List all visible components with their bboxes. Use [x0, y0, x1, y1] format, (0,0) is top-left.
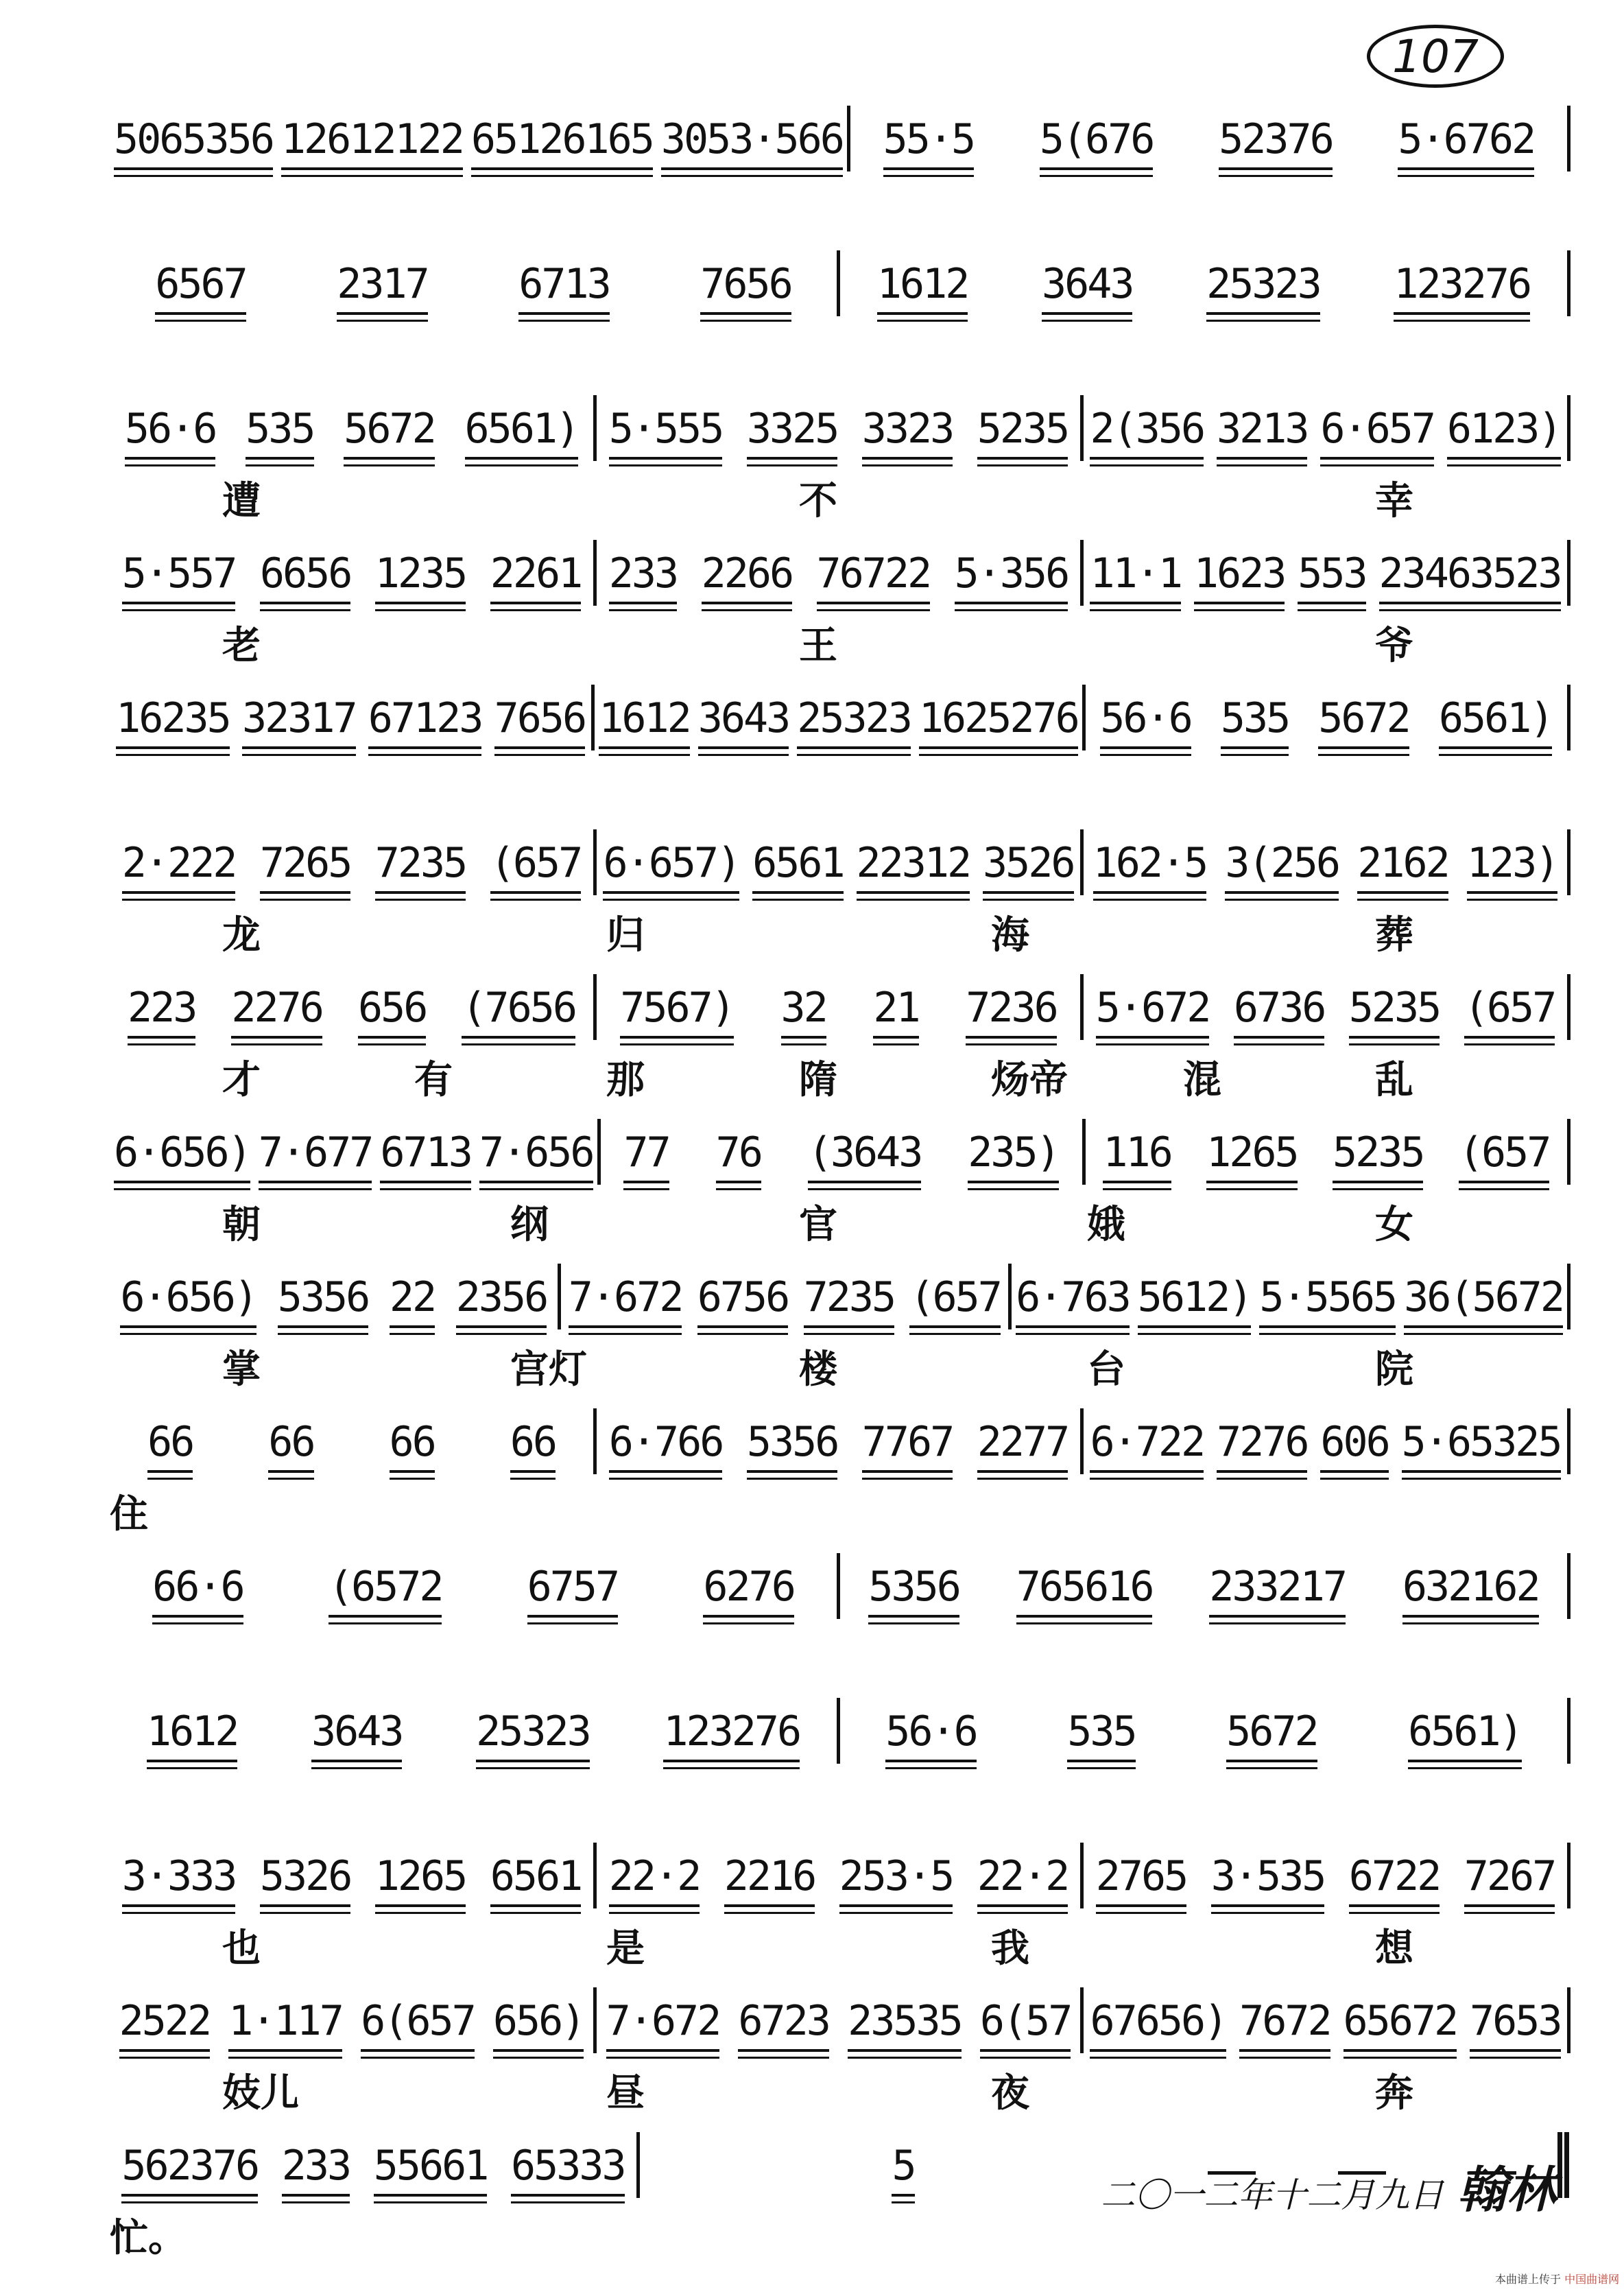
- measure: [561, 1261, 1009, 1329]
- notation-line: [110, 682, 1571, 750]
- note-group: 5(676: [1036, 115, 1158, 172]
- note-group: 1612: [873, 260, 972, 316]
- signature-name: 翰林: [1457, 2160, 1557, 2219]
- note-group: 3643: [1038, 260, 1137, 316]
- page-number: 107: [1367, 25, 1504, 88]
- note-group: 2276: [227, 984, 326, 1040]
- note-group: 67123: [364, 694, 486, 750]
- note-group: 5672: [1222, 1707, 1322, 1764]
- note-group: 25323: [1202, 260, 1324, 316]
- measure: [597, 392, 1080, 461]
- measure: [597, 1840, 1080, 1908]
- note-group: 7·677: [254, 1128, 377, 1185]
- note-group: 7·656: [475, 1128, 597, 1185]
- staff-row: [110, 1261, 1571, 1392]
- notation-line: [110, 103, 1571, 172]
- note-group: 6713: [514, 260, 614, 316]
- barline: [1567, 685, 1571, 750]
- staff-row: [110, 971, 1571, 1102]
- note-group: 1623: [1190, 549, 1289, 606]
- measure: [110, 1261, 558, 1329]
- note-group: 2266: [697, 549, 797, 606]
- note-group: 6·763: [1012, 1273, 1134, 1329]
- measure: [640, 2129, 1167, 2198]
- note-group: 6713: [376, 1128, 475, 1185]
- lyrics-line: [110, 1484, 1571, 1537]
- lyric: 朝: [222, 1202, 261, 1247]
- note-group: 233: [605, 549, 681, 606]
- note-group: 5·557: [118, 549, 240, 606]
- barline: [1567, 540, 1571, 606]
- note-group: 6722: [1345, 1852, 1444, 1908]
- note-group: 553: [1293, 549, 1370, 606]
- lyric: 宫灯: [510, 1347, 587, 1392]
- lyrics-line: [110, 181, 1571, 229]
- signature-date: 二〇一二年十二月九日: [1101, 2175, 1444, 2215]
- measure: [110, 392, 593, 461]
- note-group: (657: [905, 1273, 1005, 1329]
- lyric: 台: [1087, 1347, 1125, 1392]
- note-group: 6723: [734, 1997, 833, 2053]
- note-group: 535: [1063, 1707, 1139, 1764]
- measure: [840, 248, 1567, 316]
- note-group: 1265: [371, 1852, 470, 1908]
- measure: [597, 537, 1080, 606]
- measure: [597, 827, 1080, 895]
- measure: [110, 1695, 837, 1764]
- lyric: 是: [606, 1926, 645, 1971]
- measure: [597, 1985, 1080, 2053]
- notation-line: [110, 1116, 1571, 1185]
- note-group: 6757: [523, 1563, 623, 1619]
- note-group: 6561): [1404, 1707, 1526, 1764]
- note-group: 123): [1463, 839, 1562, 895]
- lyric: 院: [1375, 1347, 1413, 1392]
- note-group: 7235: [800, 1273, 899, 1329]
- note-group: 656): [489, 1997, 588, 2053]
- notation-line: [110, 1406, 1571, 1474]
- measure: [110, 1985, 593, 2053]
- note-group: 25323: [472, 1707, 594, 1764]
- note-group: 6756: [693, 1273, 793, 1329]
- staff-row: [110, 537, 1571, 668]
- note-group: 5235: [1345, 984, 1444, 1040]
- note-group: 3213: [1213, 405, 1312, 461]
- lyric: 忙。: [110, 2215, 187, 2260]
- note-group: 123276: [1389, 260, 1534, 316]
- lyric: 楼: [799, 1347, 837, 1392]
- measure: [110, 1116, 597, 1185]
- note-group: 223: [123, 984, 200, 1040]
- note-group: 253·5: [835, 1852, 957, 1908]
- measure: [1084, 537, 1567, 606]
- lyric: 女: [1375, 1202, 1413, 1247]
- measure: [840, 1695, 1567, 1764]
- measure: [1086, 1116, 1567, 1185]
- lyric: 想: [1375, 1926, 1413, 1971]
- note-group: 66·6: [148, 1563, 248, 1619]
- measure: [1086, 682, 1567, 750]
- note-group: 22·2: [605, 1852, 704, 1908]
- footer-site: 中国曲谱网: [1564, 2273, 1620, 2286]
- note-group: 6·656): [110, 1128, 254, 1185]
- measure: [1012, 1261, 1567, 1329]
- measure: [850, 103, 1567, 172]
- measure: [110, 2129, 636, 2198]
- note-group: 25323: [793, 694, 915, 750]
- measure: [840, 1550, 1567, 1619]
- note-group: 5235: [973, 405, 1073, 461]
- note-group: 6561): [1435, 694, 1557, 750]
- note-group: 5·672: [1092, 984, 1214, 1040]
- staff-row: [110, 1550, 1571, 1677]
- note-group: 6123): [1443, 405, 1565, 461]
- lyrics-line: [110, 615, 1571, 668]
- lyric: 海: [991, 912, 1029, 958]
- staff-row: [110, 1406, 1571, 1537]
- barline: [1567, 1119, 1571, 1185]
- note-group: 66: [385, 1418, 439, 1474]
- lyric: 老: [222, 623, 261, 668]
- note-group: 162·5: [1089, 839, 1211, 895]
- lyric: 遭: [222, 478, 261, 523]
- note-group: (657: [1460, 984, 1560, 1040]
- note-group: 606: [1316, 1418, 1392, 1474]
- note-group: 1265: [1202, 1128, 1302, 1185]
- note-group: 2356: [452, 1273, 551, 1329]
- note-group: 2(356: [1086, 405, 1208, 461]
- measure: [110, 1840, 593, 1908]
- note-group: 65672: [1339, 1997, 1461, 2053]
- note-group: 6·657: [1316, 405, 1438, 461]
- note-group: 7235: [371, 839, 470, 895]
- note-group: 2522: [115, 1997, 215, 2053]
- note-group: 67656): [1086, 1997, 1230, 2053]
- lyric: 夜: [991, 2070, 1029, 2116]
- barline: [1567, 974, 1571, 1040]
- note-group: 1625276: [915, 694, 1082, 750]
- note-group: 32317: [238, 694, 360, 750]
- note-group: 5326: [256, 1852, 355, 1908]
- lyric: 归: [606, 912, 645, 958]
- lyrics-line: [110, 1773, 1571, 1821]
- measure: [110, 1406, 593, 1474]
- note-group: (3643: [804, 1128, 926, 1185]
- final-barline: [1557, 2132, 1562, 2198]
- note-group: 123276: [659, 1707, 804, 1764]
- lyric: 掌: [222, 1347, 261, 1392]
- note-group: 55661: [370, 2142, 492, 2198]
- note-group: 22312: [852, 839, 975, 895]
- note-group: 7656: [696, 260, 796, 316]
- barline: [1567, 829, 1571, 895]
- measure: [595, 682, 1082, 750]
- note-group: 233: [278, 2142, 354, 2198]
- notation-line: [110, 971, 1571, 1040]
- lyric: 那: [606, 1057, 645, 1102]
- note-group: 6561): [461, 405, 583, 461]
- staff-row: [110, 1695, 1571, 1821]
- lyric: 才: [222, 1057, 261, 1102]
- note-group: 5·356: [951, 549, 1073, 606]
- note-group: 6736: [1230, 984, 1329, 1040]
- note-group: 2261: [486, 549, 586, 606]
- note-group: 65333: [507, 2142, 629, 2198]
- note-group: 7236: [962, 984, 1061, 1040]
- lyric: 炀帝: [991, 1057, 1068, 1102]
- note-group: 5356: [274, 1273, 373, 1329]
- note-group: (657: [1455, 1128, 1554, 1185]
- lyric: 官: [799, 1202, 837, 1247]
- note-group: 3526: [979, 839, 1078, 895]
- staff-row: [110, 682, 1571, 808]
- note-group: 535: [1217, 694, 1293, 750]
- note-group: 6·656): [116, 1273, 261, 1329]
- lyrics-line: [110, 1339, 1571, 1392]
- measure: [1084, 1985, 1567, 2053]
- note-group: 52376: [1215, 115, 1337, 172]
- note-group: 32: [777, 984, 831, 1040]
- note-group: 2216: [720, 1852, 820, 1908]
- note-group: 3323: [858, 405, 957, 461]
- note-group: 5356: [743, 1418, 842, 1474]
- note-group: 5235: [1328, 1128, 1428, 1185]
- note-group: 2·222: [118, 839, 240, 895]
- notation-line: [110, 1840, 1571, 1908]
- note-group: 235): [964, 1128, 1063, 1185]
- note-group: 65126165: [467, 115, 657, 172]
- barline: [1567, 250, 1571, 316]
- staff-row: [110, 1840, 1571, 1971]
- staff-row: [110, 103, 1571, 229]
- note-group: 23535: [844, 1997, 966, 2053]
- lyrics-line: [110, 326, 1571, 374]
- note-group: 6·657): [599, 839, 743, 895]
- note-group: 5065356: [110, 115, 277, 172]
- lyric: 葬: [1375, 912, 1413, 958]
- measure: [1084, 971, 1567, 1040]
- lyrics-line: [110, 1918, 1571, 1971]
- lyric: 龙: [222, 912, 261, 958]
- notation-line: [110, 1261, 1571, 1329]
- note-group: 3053·566: [657, 115, 847, 172]
- note-group: 5: [887, 2142, 918, 2198]
- lyrics-line: [110, 1629, 1571, 1677]
- note-group: 21: [869, 984, 922, 1040]
- measure: [1084, 827, 1567, 895]
- lyrics-line: [110, 905, 1571, 958]
- note-group: 5612): [1134, 1273, 1256, 1329]
- note-group: 7265: [256, 839, 355, 895]
- note-group: 5·5565: [1255, 1273, 1400, 1329]
- lyric: 住: [110, 1491, 148, 1537]
- measure: [110, 103, 847, 172]
- note-group: 5·65325: [1398, 1418, 1565, 1474]
- measure: [110, 971, 593, 1040]
- lyric: 我: [991, 1926, 1029, 1971]
- barline: [1567, 1553, 1571, 1619]
- note-group: 36(5672: [1400, 1273, 1567, 1329]
- measure: [601, 1116, 1082, 1185]
- lyric: 乱: [1375, 1057, 1413, 1102]
- note-group: 6656: [256, 549, 355, 606]
- barline: [1567, 1987, 1571, 2053]
- lyric: 幸: [1375, 478, 1413, 523]
- lyrics-line: [110, 2063, 1571, 2116]
- note-group: 3·535: [1207, 1852, 1329, 1908]
- note-group: 1·117: [224, 1997, 346, 2053]
- lyric: 奔: [1375, 2070, 1413, 2116]
- note-group: 22: [385, 1273, 439, 1329]
- note-group: 7653: [1466, 1997, 1565, 2053]
- notation-line: [110, 1695, 1571, 1764]
- barline: [1567, 1264, 1571, 1329]
- notation-line: [110, 1550, 1571, 1619]
- notation-line: [110, 827, 1571, 895]
- note-group: 66: [506, 1418, 560, 1474]
- lyric: 不: [799, 478, 837, 523]
- measure: [1084, 1406, 1567, 1474]
- barline: [1567, 106, 1571, 172]
- note-group: 5672: [339, 405, 439, 461]
- notation-line: [110, 248, 1571, 316]
- note-group: 3(256: [1221, 839, 1343, 895]
- note-group: 535: [241, 405, 318, 461]
- lyric: 也: [222, 1926, 261, 1971]
- note-group: 6(657: [357, 1997, 479, 2053]
- note-group: 66: [143, 1418, 197, 1474]
- measure: [110, 537, 593, 606]
- note-group: 23463523: [1375, 549, 1565, 606]
- measure: [110, 682, 591, 750]
- note-group: 22·2: [973, 1852, 1073, 1908]
- note-group: (657: [486, 839, 586, 895]
- note-group: 632162: [1398, 1563, 1543, 1619]
- note-group: 5672: [1314, 694, 1413, 750]
- note-group: 3643: [694, 694, 793, 750]
- note-group: 7267: [1460, 1852, 1560, 1908]
- footer-upload: 本曲谱上传于: [1495, 2273, 1562, 2286]
- notation-line: [110, 1985, 1571, 2053]
- lyrics-line: [110, 1194, 1571, 1247]
- lyric: 纲: [510, 1202, 549, 1247]
- note-group: 562376: [117, 2142, 262, 2198]
- lyric: 王: [799, 623, 837, 668]
- note-group: (7656: [457, 984, 580, 1040]
- lyrics-line: [110, 471, 1571, 523]
- notation-line: [110, 392, 1571, 461]
- note-group: 6561: [486, 1852, 586, 1908]
- lyrics-line: [110, 1050, 1571, 1102]
- note-group: 5·555: [605, 405, 727, 461]
- staff-row: [110, 1985, 1571, 2116]
- signature: [1101, 2150, 1556, 2221]
- note-group: 7276: [1213, 1418, 1312, 1474]
- barline: [1567, 1408, 1571, 1474]
- barline: [1567, 1843, 1571, 1908]
- lyric: 妓儿: [222, 2070, 299, 2116]
- staff-row: [110, 392, 1571, 523]
- note-group: 1235: [371, 549, 470, 606]
- note-group: 5·6762: [1394, 115, 1538, 172]
- note-group: 7767: [858, 1418, 957, 1474]
- note-group: 12612122: [277, 115, 467, 172]
- measure: [110, 1550, 837, 1619]
- note-group: 7·672: [564, 1273, 686, 1329]
- note-group: 1612: [143, 1707, 242, 1764]
- barline: [1567, 395, 1571, 461]
- lyrics-line: [110, 760, 1571, 808]
- note-group: 55·5: [879, 115, 979, 172]
- lyric: 娥: [1087, 1202, 1125, 1247]
- note-group: 1612: [595, 694, 694, 750]
- note-group: 6(57: [976, 1997, 1075, 2053]
- note-group: 6561: [748, 839, 848, 895]
- note-group: 11·1: [1086, 549, 1185, 606]
- lyric: 昼: [606, 2070, 645, 2116]
- note-group: (6572: [324, 1563, 446, 1619]
- note-group: 6276: [699, 1563, 798, 1619]
- measure: [110, 248, 837, 316]
- note-group: 76: [712, 1128, 765, 1185]
- note-group: 656: [354, 984, 430, 1040]
- note-group: 233217: [1205, 1563, 1350, 1619]
- lyric: 有: [414, 1057, 453, 1102]
- note-group: 2162: [1353, 839, 1453, 895]
- note-group: 56·6: [121, 405, 220, 461]
- note-group: 6567: [151, 260, 250, 316]
- lyric: 混: [1183, 1057, 1221, 1102]
- lyric: 隋: [799, 1057, 837, 1102]
- note-group: 7656: [490, 694, 590, 750]
- note-group: 7672: [1235, 1997, 1335, 2053]
- lyric: 爷: [1375, 623, 1413, 668]
- note-group: 765616: [1012, 1563, 1157, 1619]
- barline: [1567, 1698, 1571, 1764]
- note-group: 3643: [307, 1707, 407, 1764]
- note-group: 6·766: [605, 1418, 727, 1474]
- measure: [110, 827, 593, 895]
- measure: [597, 1406, 1080, 1474]
- note-group: 56·6: [881, 1707, 981, 1764]
- note-group: 7567): [616, 984, 738, 1040]
- note-group: 66: [264, 1418, 318, 1474]
- footer-credit: [1495, 2271, 1619, 2286]
- staff-row: [110, 827, 1571, 958]
- note-group: 16235: [112, 694, 234, 750]
- note-group: 76722: [813, 549, 935, 606]
- note-group: 2765: [1092, 1852, 1191, 1908]
- note-group: 116: [1099, 1128, 1175, 1185]
- note-group: 3·333: [118, 1852, 240, 1908]
- notation-line: [110, 537, 1571, 606]
- staff-row: [110, 1116, 1571, 1247]
- note-group: 6·722: [1086, 1418, 1208, 1474]
- note-group: 3325: [743, 405, 842, 461]
- note-group: 77: [619, 1128, 673, 1185]
- measure: [1084, 1840, 1567, 1908]
- measure: [597, 971, 1080, 1040]
- note-group: 7·672: [602, 1997, 724, 2053]
- note-group: 56·6: [1096, 694, 1195, 750]
- measure: [1084, 392, 1567, 461]
- note-group: 2277: [973, 1418, 1073, 1474]
- staff-row: [110, 248, 1571, 374]
- note-group: 5356: [864, 1563, 964, 1619]
- note-group: 2317: [333, 260, 432, 316]
